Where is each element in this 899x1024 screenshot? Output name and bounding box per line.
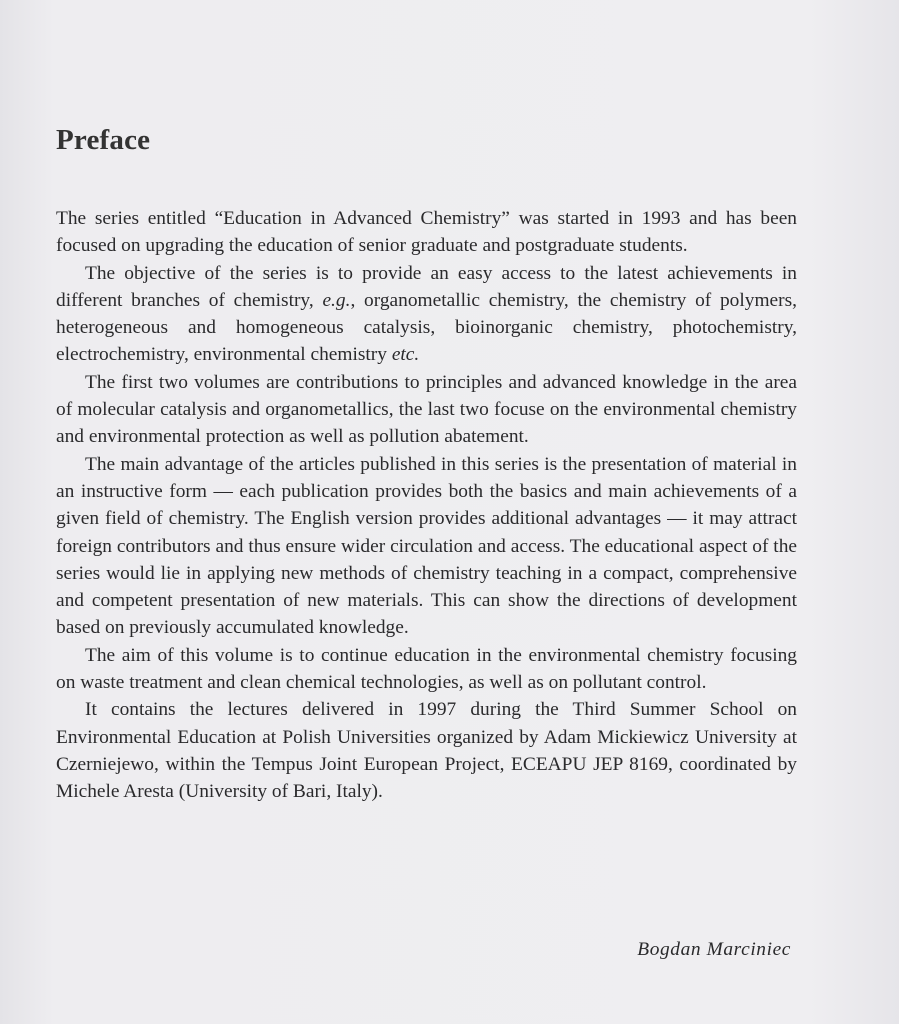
preface-body	[56, 205, 797, 806]
italic-abbreviation: etc.	[391, 344, 420, 366]
paragraph-objective: The objective of the series is to provide an easy access to the latest achievements in different branches of chemistry, e.g., organometallic chemistry, the chemistry of polymers, heterogeneous and homogeneous catalysis, bioinorganic chemistry, photochemistry, electrochemistry, environmental chemistry etc.	[56, 262, 797, 366]
paragraph-volumes: The first two volumes are contributions to principles and advanced knowledge in the area of molecular catalysis and organometallics, the last two focuse on the environmental chemistry and environmental protection as well as pollution abatement.	[56, 371, 797, 448]
paragraph-contents: It contains the lectures delivered in 1997 during the Third Summer School on Environmental Education at Polish Universities organized by Adam Mickiewicz University at Czerniejewo, within the Tempus Joint European Project, ECEAPU JEP 8169, coordinated by Michele Aresta (University of Bari, Italy).	[56, 699, 797, 803]
paragraph-series-intro: The series entitled “Education in Advanced Chemistry” was started in 1993 and has been focused on upgrading the education of senior graduate and postgraduate students.	[56, 208, 797, 257]
paragraph-advantage: The main advantage of the articles published in this series is the presentation of material in an instructive form — each publication provides both the basics and main achievements of a given field of chemistry. The English version provides additional advantages — it may attract foreign contributors and thus ensure wider circulation and access. The educational aspect of the series would lie in applying new methods of chemistry teaching in a compact, comprehensive and competent presentation of new materials. This can show the directions of development based on previously accumulated knowledge.	[56, 453, 797, 639]
paragraph-aim: The aim of this volume is to continue education in the environmental chemistry focusing on waste treatment and clean chemical technologies, as well as on pollutant control.	[56, 644, 797, 694]
italic-abbreviation: e.g.	[322, 289, 351, 311]
page-title: Preface	[56, 124, 151, 156]
author-signature: Bogdan Marciniec	[637, 939, 791, 960]
